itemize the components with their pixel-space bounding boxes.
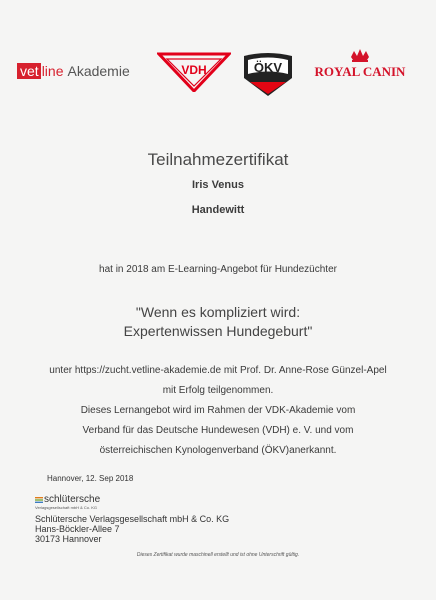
body-line-url: unter https://zucht.vetline-akademie.de mit Prof. Dr. Anne-Rose Günzel-Apel bbox=[49, 365, 387, 376]
certificate-body bbox=[0, 361, 436, 461]
schluetersche-mark-icon bbox=[35, 497, 43, 503]
partner-logos bbox=[0, 48, 436, 108]
body-line-recognition-2: Verband für das Deutsche Hundewesen (VDH) e. V. und vom bbox=[82, 425, 354, 436]
vdh-logo bbox=[157, 52, 231, 92]
okv-shield-red bbox=[250, 82, 286, 94]
publisher-street: Hans-Böckler-Allee 7 bbox=[35, 524, 120, 534]
publisher-zip-city: 30173 Hannover bbox=[35, 534, 102, 544]
okv-logo bbox=[242, 52, 294, 98]
body-line-recognition-1: Dieses Lernangebot wird im Rahmen der VDK-Akademie vom bbox=[80, 405, 356, 416]
body-line-recognition-3: österreichischen Kynologenverband (ÖKV)anerkannt. bbox=[99, 445, 337, 456]
vetline-logo-akademie: Akademie bbox=[67, 63, 130, 79]
schluetersche-logo-subline: Verlagsgesellschaft mbH & Co. KG bbox=[35, 505, 98, 510]
schluetersche-logo-name: schlütersche bbox=[44, 494, 101, 505]
body-line-success: mit Erfolg teilgenommen. bbox=[162, 385, 274, 396]
certificate-title: Teilnahmezertifikat bbox=[147, 150, 289, 169]
publisher-name: Schlütersche Verlagsgesellschaft mbH & Co. KG bbox=[35, 514, 230, 524]
vetline-akademie-logo bbox=[17, 63, 130, 79]
validity-note: Dieses Zertifikat wurde maschinell erstellt und ist ohne Unterschrift gültig. bbox=[136, 552, 300, 558]
participant-name: Iris Venus bbox=[192, 179, 244, 191]
okv-logo-text: ÖKV bbox=[253, 60, 283, 75]
course-title bbox=[0, 303, 436, 341]
vetline-logo-line: line bbox=[41, 63, 64, 79]
royal-canin-logo-text: ROYAL CANIN bbox=[314, 64, 406, 79]
royal-canin-crown-icon bbox=[351, 49, 369, 62]
vdh-logo-text: VDH bbox=[181, 63, 207, 77]
participant-city: Handewitt bbox=[191, 204, 245, 216]
place-date: Hannover, 12. Sep 2018 bbox=[47, 474, 134, 483]
course-title-line-2: Expertenwissen Hundegeburt" bbox=[123, 323, 313, 339]
vetline-logo-vet: vet bbox=[17, 63, 41, 79]
royal-canin-logo bbox=[308, 48, 412, 88]
intro-text: hat in 2018 am E-Learning-Angebot für Hundezüchter bbox=[99, 264, 337, 275]
course-title-line-1: "Wenn es kompliziert wird: bbox=[135, 304, 301, 320]
publisher-address bbox=[35, 514, 229, 544]
